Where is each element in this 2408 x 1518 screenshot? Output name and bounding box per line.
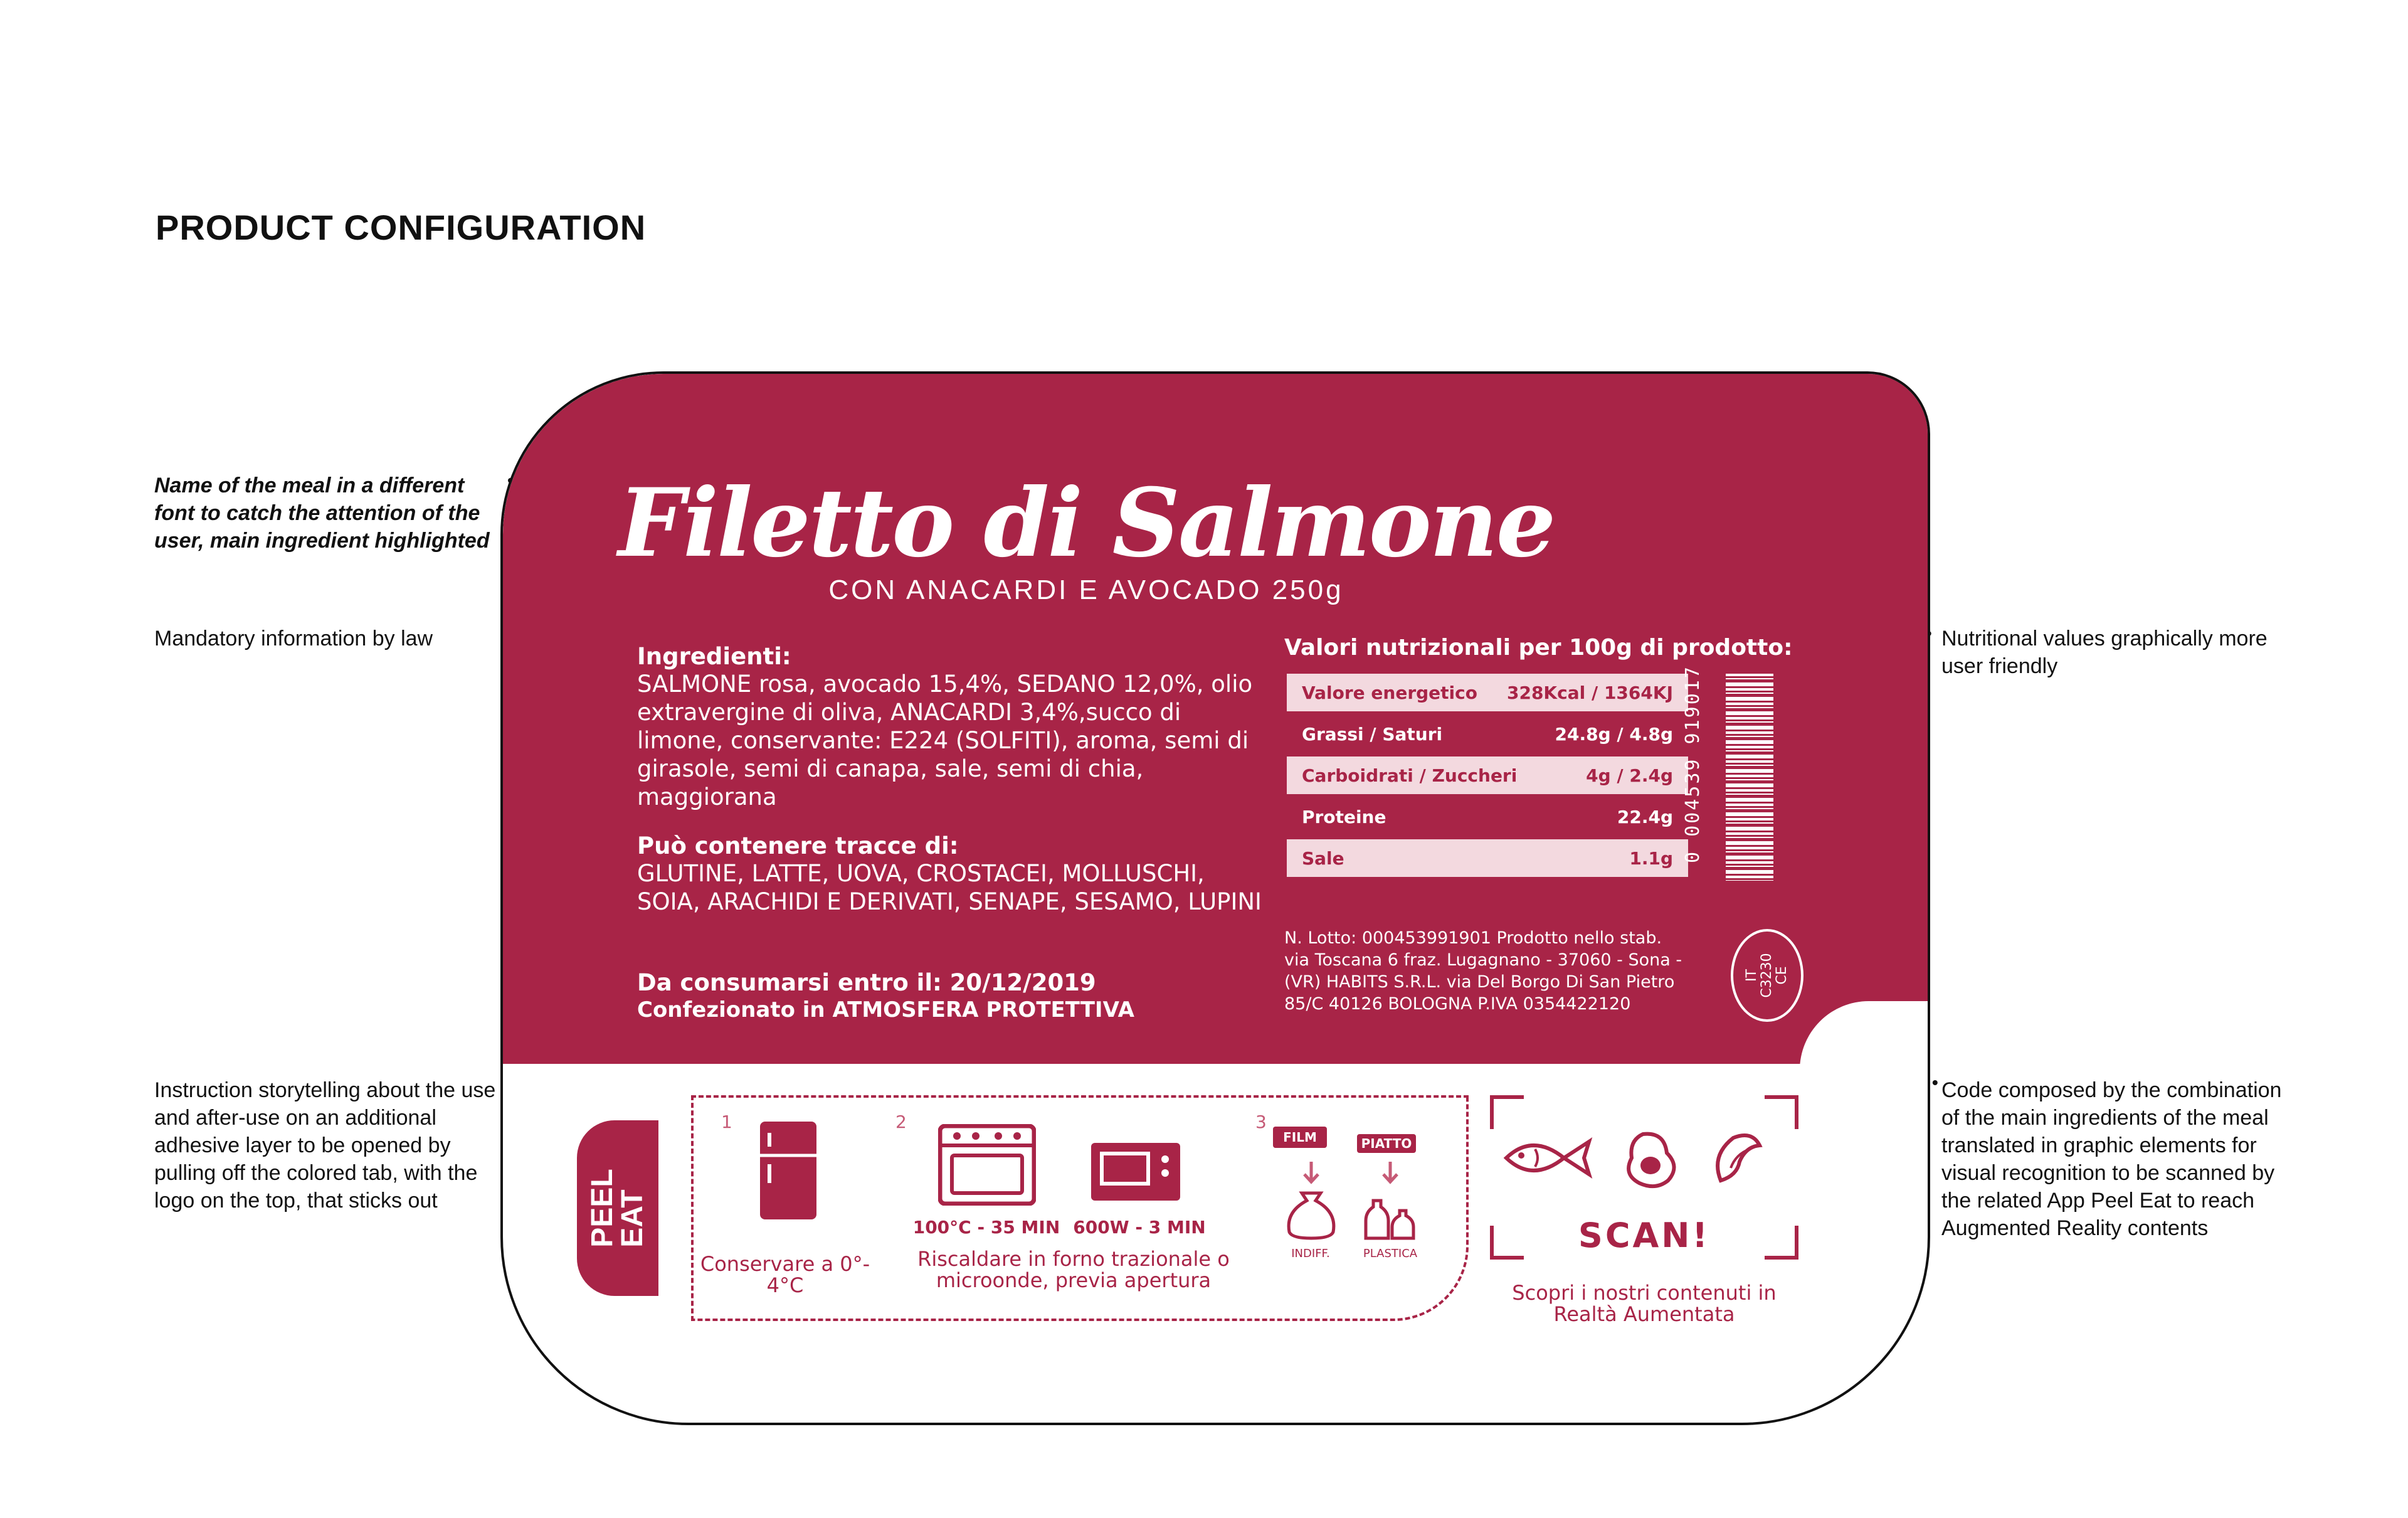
nutrition-name: Sale: [1302, 847, 1344, 869]
page-title: PRODUCT CONFIGURATION: [156, 208, 647, 247]
traces-heading: Può contenere tracce di:: [637, 832, 959, 859]
meal-title: Filetto di Salmone: [618, 468, 1555, 578]
annotation-meal-name: Name of the meal in a different font to catch the attention of the user, main ingredient highlighted: [154, 474, 490, 553]
bin1-label: INDIFF.: [1291, 1247, 1330, 1260]
cashew-icon: [1708, 1130, 1765, 1187]
annotation-instructions: Instruction storytelling about the use and after-use on an additional adhesive layer to be opened by pulling off the colored tab, with the logo on the top, that sticks out: [154, 1078, 496, 1213]
nutrition-row: [1287, 715, 1688, 753]
peel-eat-logo: [588, 1169, 648, 1247]
nutrition-name: Valore energetico: [1302, 682, 1477, 703]
nutrition-row: [1287, 839, 1688, 877]
nutrition-value: 328Kcal / 1364KJ: [1506, 682, 1673, 703]
peel-eat-tab[interactable]: [577, 1120, 658, 1296]
barcode-number: 0 004539 919017: [1682, 665, 1704, 863]
nutrition-row: [1287, 798, 1688, 836]
nutrition-heading: Valori nutrizionali per 100g di prodotto:: [1284, 635, 1793, 661]
nutrition-value: 24.8g / 4.8g: [1555, 723, 1673, 745]
annotation-mandatory: Mandatory information by law: [154, 627, 433, 650]
oven-icon: [938, 1124, 1036, 1206]
step-number: 2: [895, 1112, 907, 1132]
fish-icon: [1501, 1133, 1595, 1183]
nutrition-table: [1287, 674, 1688, 887]
packaging-info: Confezionato in ATMOSFERA PROTETTIVA: [637, 997, 1134, 1022]
nutrition-row: [1287, 674, 1688, 711]
fridge-icon: [759, 1120, 818, 1221]
meal-subtitle: CON ANACARDI E AVOCADO 250g: [828, 575, 1344, 605]
health-mark-line: IT: [1744, 969, 1760, 982]
step-number: 1: [721, 1112, 732, 1132]
step2-caption: Riscaldare in forno trazionale o microonde, previa apertura: [917, 1247, 1230, 1292]
health-mark-oval: [1731, 929, 1803, 1022]
ingredients-text: SALMONE rosa, avocado 15,4%, SEDANO 12,0%, olio extravergine di oliva, ANACARDI 3,4%,succo di limone, conservante: E224 (SOLFITI), aroma, semi di girasole, semi di canapa, sale, semi di chia, maggiorana: [637, 671, 1253, 810]
nutrition-name: Grassi / Saturi: [1302, 723, 1443, 745]
plastic-bottles-icon: [1362, 1162, 1418, 1241]
scan-frame-corner: [1490, 1095, 1524, 1129]
barcode: [1726, 674, 1773, 881]
expiry-date: Da consumarsi entro il: 20/12/2019: [637, 969, 1096, 996]
microwave-icon: [1090, 1142, 1181, 1202]
avocado-icon: [1620, 1128, 1683, 1191]
health-mark-line: C3230: [1759, 953, 1775, 998]
annotation-code: Code composed by the combination of the main ingredients of the meal translated in graphic elements for visual recognition to be scanned by the related App Peel Eat to reach Augmented Reality contents: [1941, 1078, 2282, 1240]
tray-tag: PIATTO: [1357, 1134, 1416, 1153]
health-mark-line: CE: [1774, 966, 1790, 985]
traces-text: GLUTINE, LATTE, UOVA, CROSTACEI, MOLLUSCHI, SOIA, ARACHIDI E DERIVATI, SENAPE, SESAMO, LUPINI: [637, 860, 1262, 915]
microwave-label: 600W - 3 MIN: [1073, 1217, 1206, 1238]
film-tag: FILM: [1273, 1127, 1327, 1148]
nutrition-row: [1287, 756, 1688, 794]
scan-label[interactable]: SCAN!: [1578, 1216, 1711, 1255]
nutrition-value: 4g / 2.4g: [1586, 765, 1673, 786]
nutrition-value: 22.4g: [1617, 806, 1673, 827]
bin2-label: PLASTICA: [1363, 1247, 1418, 1260]
package-label: [500, 371, 1930, 1425]
scan-caption: Scopri i nostri contenuti in Realtà Aumentata: [1512, 1281, 1777, 1326]
lot-info: N. Lotto: 000453991901 Prodotto nello stab. via Toscana 6 fraz. Lugagnano - 37060 - Sona - (VR) HABITS S.R.L. via Del Borgo Di San Pietro 85/C 40126 BOLOGNA P.IVA 0354422120: [1284, 928, 1682, 1014]
step1-caption: Conservare a 0°- 4°C: [700, 1252, 870, 1297]
general-waste-bag-icon: [1283, 1162, 1339, 1241]
logo-line: EAT: [616, 1189, 649, 1248]
step-number: 3: [1255, 1112, 1267, 1132]
nutrition-name: Proteine: [1302, 806, 1386, 827]
oven-label: 100°C - 35 MIN: [912, 1217, 1060, 1238]
logo-line: PEEL: [586, 1169, 619, 1248]
health-mark-text: [1745, 953, 1790, 997]
ingredients-heading: Ingredienti:: [637, 643, 791, 670]
annotation-nutrition: Nutritional values graphically more user friendly: [1941, 627, 2268, 678]
nutrition-value: 1.1g: [1629, 847, 1673, 869]
nutrition-name: Carboidrati / Zuccheri: [1302, 765, 1518, 786]
scan-frame-corner: [1765, 1095, 1798, 1129]
